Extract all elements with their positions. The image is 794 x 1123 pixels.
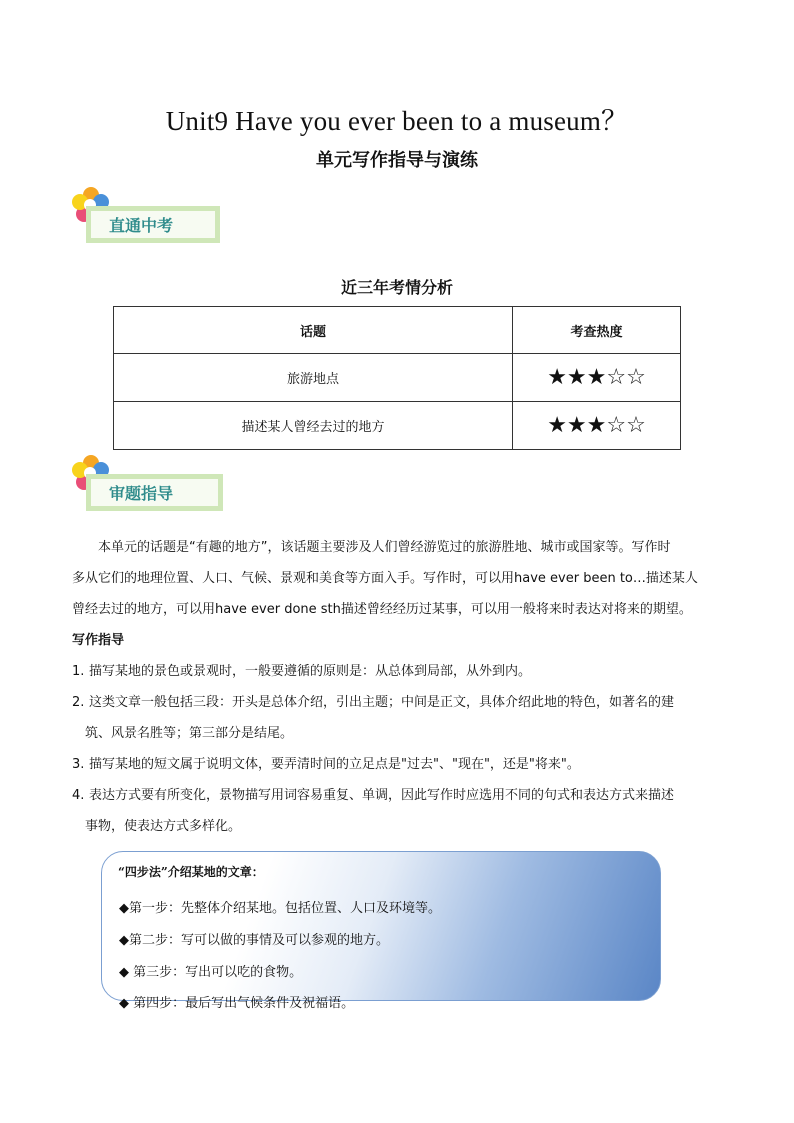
topic-cell: 描述某人曾经去过的地方	[114, 402, 513, 450]
list-item	[72, 749, 732, 780]
step-item: ◆ 第三步：写出可以吃的食物。	[119, 965, 303, 980]
page-title: Unit9 Have you ever been to a museum？	[165, 106, 629, 136]
item-text: 表达方式要有所变化，景物描写用词容易重复、单调，因此写作时应选用不同的句式和表达方式来描述	[89, 788, 675, 803]
list-item	[72, 780, 732, 842]
item-number: 4.	[72, 788, 85, 803]
item-number: 1.	[72, 664, 85, 679]
table-header-row	[114, 307, 681, 354]
item-text-cont: 筑、风景名胜等；第三部分是结尾。	[85, 726, 294, 741]
list-item	[72, 687, 732, 749]
table-row	[114, 354, 681, 402]
guide-list	[72, 656, 732, 842]
banner-zhitong	[86, 206, 220, 243]
analysis-table	[113, 306, 681, 450]
step-box-title: “四步法”介绍某地的文章：	[118, 865, 264, 879]
step-item: ◆ 第四步：最后写出气候条件及祝福语。	[119, 996, 355, 1011]
star-rating: ★★★☆☆	[547, 364, 646, 390]
step-item: ◆第二步：写可以做的事情及可以参观的地方。	[119, 933, 389, 948]
header-heat: 考查热度	[513, 307, 681, 354]
step-item: ◆第一步：先整体介绍某地。包括位置、人口及环境等。	[119, 901, 441, 916]
rating-cell	[513, 402, 681, 450]
intro-line: 本单元的话题是“有趣的地方”，该话题主要涉及人们曾经游览过的旅游胜地、城市或国家等。写作时	[98, 540, 671, 555]
page-subtitle: 单元写作指导与演练	[316, 150, 478, 171]
intro-line: 多从它们的地理位置、人口、气候、景观和美食等方面入手。写作时，可以用have ever been to…描述某人	[72, 571, 698, 586]
banner-label: 审题指导	[109, 484, 174, 503]
table-row	[114, 402, 681, 450]
header-topic: 话题	[114, 307, 513, 354]
item-text: 描写某地的短文属于说明文体，要弄清时间的立足点是"过去"、"现在"，还是"将来"。	[89, 757, 580, 772]
list-item	[72, 656, 732, 687]
rating-cell	[513, 354, 681, 402]
star-rating: ★★★☆☆	[547, 412, 646, 438]
banner-label: 直通中考	[109, 216, 174, 235]
banner-shenti	[86, 474, 223, 511]
item-number: 3.	[72, 757, 85, 772]
item-text: 这类文章一般包括三段：开头是总体介绍，引出主题；中间是正文，具体介绍此地的特色，如著名的建	[89, 695, 675, 710]
intro-line: 曾经去过的地方，可以用have ever done sth描述曾经经历过某事，可以用一般将来时表达对将来的期望。	[72, 602, 692, 617]
item-text: 描写某地的景色或景观时，一般要遵循的原则是：从总体到局部，从外到内。	[89, 664, 532, 679]
guide-heading: 写作指导	[72, 633, 125, 648]
topic-cell: 旅游地点	[114, 354, 513, 402]
intro-paragraph	[72, 532, 724, 625]
table-title: 近三年考情分析	[340, 278, 453, 297]
item-text-cont: 事物，使表达方式多样化。	[85, 819, 242, 834]
item-number: 2.	[72, 695, 85, 710]
